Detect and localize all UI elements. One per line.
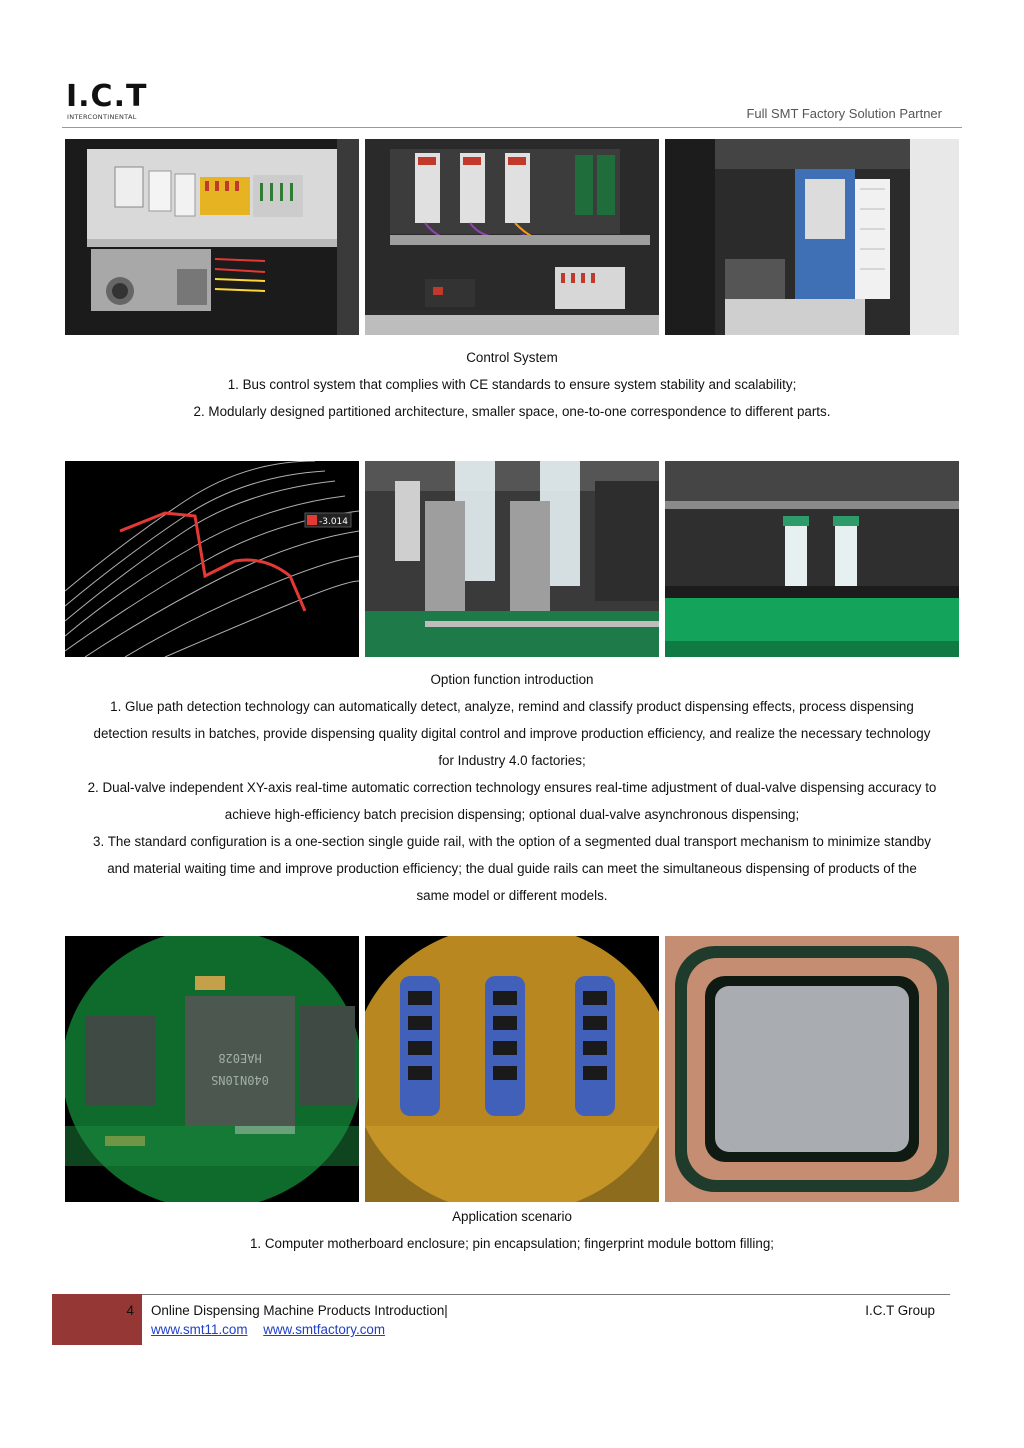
logo-subtext: INTERCONTINENTAL <box>67 113 137 121</box>
section-title: Application scenario <box>452 1209 572 1224</box>
dual-valve-photo <box>365 461 659 657</box>
company-logo <box>66 79 166 122</box>
footer-divider <box>142 1294 950 1295</box>
chip-marking-2: 040N10NS <box>211 1073 269 1087</box>
footer-link-smtfactory[interactable]: www.smtfactory.com <box>263 1322 385 1337</box>
motherboard-chip-photo <box>65 936 359 1202</box>
guide-rail-photo <box>665 461 959 657</box>
measurement-label: -3.014 <box>319 517 349 527</box>
section-title: Control System <box>466 350 558 365</box>
control-cabinet-photo-3 <box>665 139 959 335</box>
footer-company: I.C.T Group <box>865 1303 935 1318</box>
option-line-5: achieve high-efficiency batch precision dispensing; optional dual-valve asynchronous dispensing; <box>224 807 800 822</box>
option-line-8: same model or different models. <box>416 888 608 903</box>
logo-text: I.C.T <box>66 79 148 114</box>
application-line-1: 1. Computer motherboard enclosure; pin encapsulation; fingerprint module bottom filling; <box>249 1236 774 1251</box>
option-line-6: 3. The standard configuration is a one-section single guide rail, with the option of a segmented dual transport mechanism to minimize standby <box>93 834 931 849</box>
pin-encapsulation-photo <box>365 936 659 1202</box>
footer-accent-box <box>52 1294 142 1345</box>
section-title: Option function introduction <box>430 672 594 687</box>
application-scenario-section <box>58 1203 966 1257</box>
control-system-section <box>58 344 966 425</box>
header-tagline: Full SMT Factory Solution Partner <box>746 106 942 121</box>
footer-link-smt11[interactable]: www.smt11.com <box>151 1322 248 1337</box>
header-divider <box>62 127 962 128</box>
glue-path-detection-image <box>65 461 359 657</box>
option-line-7: and material waiting time and improve production efficiency; the dual guide rails can meet the simultaneous dispensing of products of the <box>107 861 917 876</box>
control-system-photos <box>65 139 959 335</box>
page-number: 4 <box>126 1303 134 1318</box>
chip-marking-1: HAE028 <box>218 1051 262 1065</box>
control-cabinet-photo-2 <box>365 139 659 335</box>
application-scenario-photos <box>65 936 959 1202</box>
option-line-3: for Industry 4.0 factories; <box>438 753 586 768</box>
option-function-photos <box>65 461 959 657</box>
footer-title: Online Dispensing Machine Products Introduction| <box>151 1303 448 1318</box>
option-line-1: 1. Glue path detection technology can automatically detect, analyze, remind and classify product dispensing effects, process dispensing <box>110 699 914 714</box>
control-cabinet-photo-1 <box>65 139 359 335</box>
control-line-1: 1. Bus control system that complies with CE standards to ensure system stability and scalability; <box>227 377 797 392</box>
fingerprint-module-photo <box>665 936 959 1202</box>
control-line-2: 2. Modularly designed partitioned architecture, smaller space, one-to-one correspondence to different parts. <box>193 404 831 419</box>
option-line-4: 2. Dual-valve independent XY-axis real-time automatic correction technology ensures real-time adjustment of dual-valve dispensing accuracy to <box>87 780 937 795</box>
option-function-section <box>58 666 966 909</box>
option-line-2: detection results in batches, provide dispensing quality digital control and improve production efficiency, and realize the necessary technology <box>93 726 931 741</box>
footer-links <box>151 1322 397 1337</box>
